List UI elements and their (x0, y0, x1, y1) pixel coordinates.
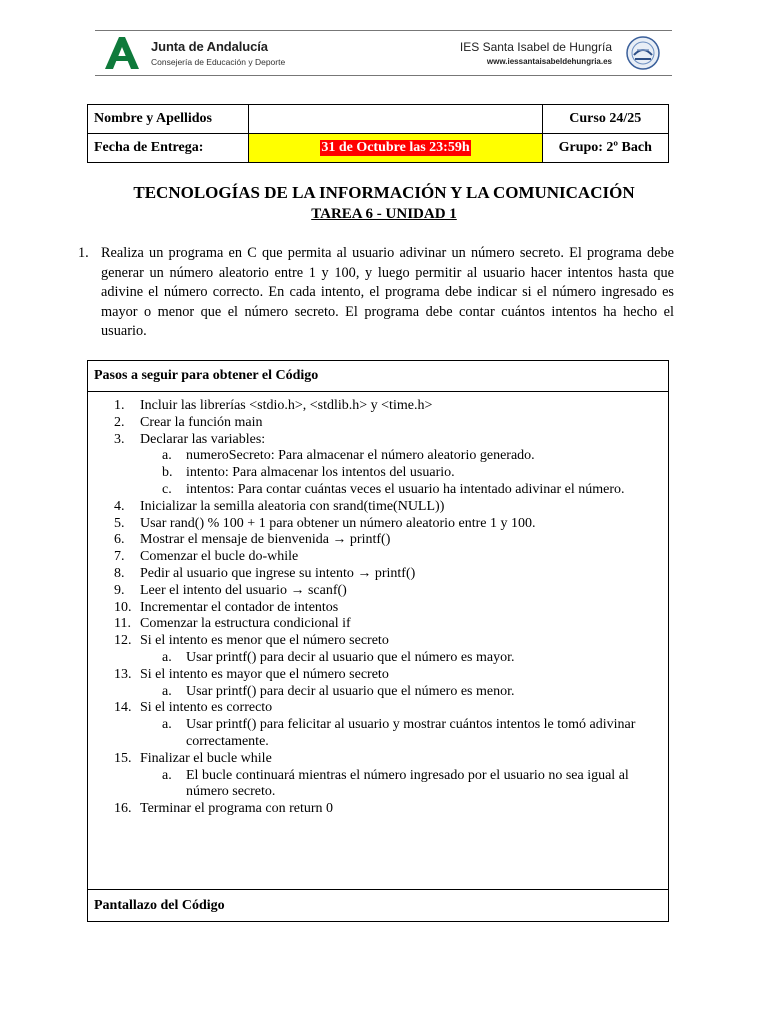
step-number: 6. (114, 532, 125, 548)
substep-text: intento: Para almacenar los intentos del usuario. (186, 465, 455, 481)
screenshot-section (88, 889, 668, 922)
step-item (88, 532, 668, 549)
step-number: 5. (114, 515, 125, 531)
name-field[interactable] (249, 105, 542, 134)
substep-item (88, 717, 668, 751)
substep-letter: a. (162, 717, 172, 733)
step-text: Terminar el programa con return 0 (140, 801, 333, 817)
question-text: Realiza un programa en C que permita al usuario adivinar un número secreto. El programa debe generar un número aleatorio entre 1 y 100, y luego permitir al usuario hacer intentos hasta que adivine el número correcto. En cada intento, el programa debe indicar si el número ingresado es mayor o menor que el número secreto. El programa debe contar cuántos intentos ha hecho el usuario. (101, 245, 674, 339)
group-label: Grupo: 2º Bach (542, 134, 669, 163)
substep-letter: b. (162, 465, 173, 481)
step-number: 1. (114, 398, 125, 413)
question-1 (78, 244, 674, 342)
step-item (88, 700, 668, 717)
table-row (88, 105, 669, 134)
step-item (88, 516, 668, 533)
step-item (88, 667, 668, 684)
substep-item (88, 465, 668, 482)
steps-heading-text: Pasos a seguir para obtener el Código (94, 368, 319, 383)
substep-item (88, 448, 668, 465)
step-text: Si el intento es mayor que el número secreto (140, 666, 389, 682)
step-item (88, 415, 668, 432)
substep-item (88, 482, 668, 499)
step-number: 11. (114, 616, 131, 632)
step-item (88, 600, 668, 617)
step-number: 9. (114, 582, 125, 598)
substep-letter: a. (162, 683, 172, 699)
substep-text: numeroSecreto: Para almacenar el número aleatorio generado. (186, 448, 535, 464)
step-number: 3. (114, 431, 125, 447)
step-number: 16. (114, 801, 132, 817)
step-number: 7. (114, 549, 125, 565)
step-item (88, 398, 668, 415)
step-text: Mostrar el mensaje de bienvenida → printf() (140, 532, 391, 548)
substep-text: intentos: Para contar cuántas veces el usuario ha intentado adivinar el número. (186, 481, 625, 497)
step-number: 10. (114, 599, 132, 615)
steps-list (88, 398, 668, 818)
step-text: Finalizar el bucle while (140, 750, 272, 766)
course-label: Curso 24/25 (542, 105, 669, 134)
screenshot-heading-text: Pantallazo del Código (94, 898, 225, 913)
substep-item (88, 768, 668, 802)
student-info-table (87, 104, 669, 163)
step-number: 15. (114, 750, 132, 766)
steps-box (87, 360, 669, 922)
substep-letter: c. (162, 481, 172, 497)
school-seal-icon (624, 35, 662, 71)
step-text: Incluir las librerías <stdio.h>, <stdlib.h> y <time.h> (140, 398, 433, 413)
step-text: Crear la función main (140, 414, 263, 430)
step-number: 2. (114, 414, 125, 430)
school-name: IES Santa Isabel de Hungría (459, 40, 612, 54)
step-item (88, 583, 668, 600)
table-row (88, 134, 669, 163)
step-item (88, 499, 668, 516)
step-number: 14. (114, 700, 132, 716)
page-header (95, 30, 672, 76)
substep-item (88, 650, 668, 667)
substep-text: Usar printf() para decir al usuario que el número es menor. (186, 683, 515, 699)
substep-letter: a. (162, 448, 172, 464)
substep-letter: a. (162, 649, 172, 665)
step-text: Comenzar el bucle do-while (140, 549, 299, 565)
due-date-value: 31 de Octubre las 23:59h (321, 140, 470, 155)
step-text: Si el intento es correcto (140, 700, 273, 716)
steps-heading (88, 361, 668, 392)
step-text: Inicializar la semilla aleatoria con srand(time(NULL)) (140, 498, 445, 514)
due-date-label: Fecha de Entrega: (88, 134, 249, 163)
step-text: Si el intento es menor que el número secreto (140, 633, 389, 649)
document-title: TECNOLOGÍAS DE LA INFORMACIÓN Y LA COMUNICACIÓN (133, 183, 635, 202)
step-item (88, 616, 668, 633)
step-item (88, 549, 668, 566)
step-item (88, 801, 668, 818)
name-label: Nombre y Apellidos (88, 105, 249, 134)
school-url: www.iessantaisabeldehungria.es (486, 57, 612, 66)
step-item (88, 566, 668, 583)
step-text: Incrementar el contador de intentos (140, 599, 339, 615)
step-text: Usar rand() % 100 + 1 para obtener un número aleatorio entre 1 y 100. (140, 515, 536, 531)
step-text: Leer el intento del usuario → scanf() (140, 582, 347, 598)
document-subtitle: TAREA 6 - UNIDAD 1 (311, 206, 457, 222)
substep-text: Usar printf() para felicitar al usuario y mostrar cuántos intentos le tomó adivinar correctamente. (186, 717, 636, 749)
step-text: Comenzar la estructura condicional if (140, 616, 351, 632)
substep-text: El bucle continuará mientras el número ingresado por el usuario no sea igual al número secreto. (186, 767, 629, 800)
question-number: 1. (78, 245, 89, 261)
step-item (88, 432, 668, 449)
substep-item (88, 684, 668, 701)
org-title: Junta de Andalucía (151, 39, 268, 54)
due-date-cell (249, 134, 542, 163)
step-item (88, 751, 668, 768)
org-subtitle: Consejería de Educación y Deporte (151, 57, 286, 67)
step-number: 13. (114, 666, 132, 682)
substep-letter: a. (162, 767, 172, 783)
step-number: 8. (114, 565, 125, 581)
substep-text: Usar printf() para decir al usuario que el número es mayor. (186, 649, 515, 665)
step-number: 4. (114, 498, 125, 514)
step-number: 12. (114, 633, 132, 649)
junta-andalucia-logo-icon (101, 35, 141, 71)
step-text: Pedir al usuario que ingrese su intento → printf() (140, 565, 416, 581)
step-text: Declarar las variables: (140, 431, 266, 447)
step-item (88, 633, 668, 650)
